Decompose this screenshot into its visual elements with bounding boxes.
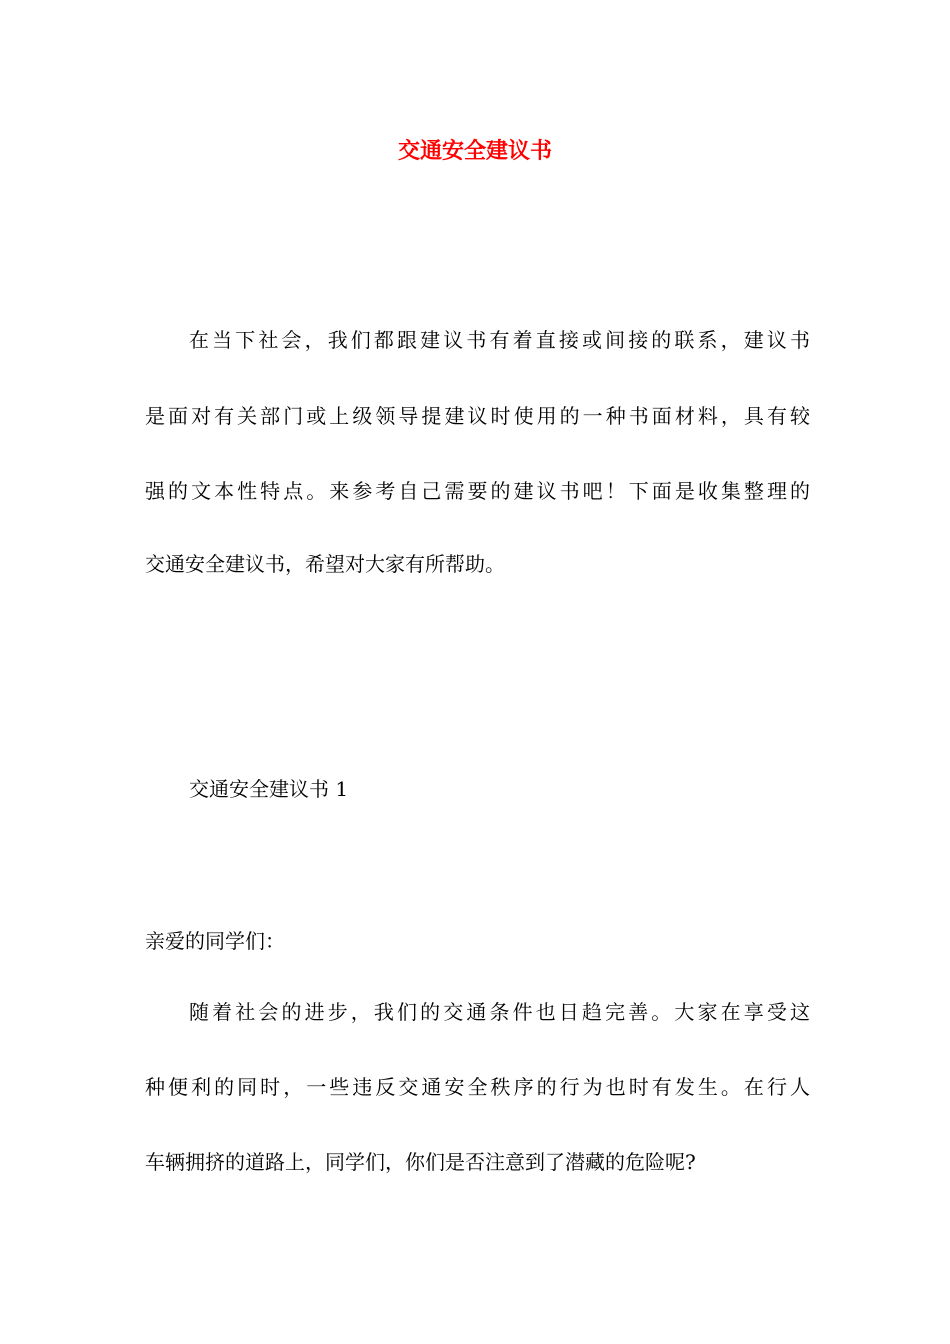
body-line-2: 种便利的同时，一些违反交通安全秩序的行为也时有发生。在行人 — [145, 1075, 810, 1099]
body-line-1: 随着社会的进步，我们的交通条件也日趋完善。大家在享受这 — [189, 1000, 810, 1024]
intro-line-4: 交通安全建议书，希望对大家有所帮助。 — [145, 552, 505, 576]
intro-line-2: 是面对有关部门或上级领导提建议时使用的一种书面材料，具有较 — [145, 404, 810, 428]
intro-line-1: 在当下社会，我们都跟建议书有着直接或间接的联系，建议书 — [189, 328, 810, 352]
body-line-3: 车辆拥挤的道路上，同学们，你们是否注意到了潜藏的危险呢? — [145, 1150, 696, 1174]
document-title: 交通安全建议书 — [397, 138, 552, 164]
section-heading: 交通安全建议书 1 — [189, 777, 349, 801]
intro-line-3: 强的文本性特点。来参考自己需要的建议书吧！下面是收集整理的 — [145, 479, 810, 503]
salutation: 亲爱的同学们： — [145, 929, 285, 953]
